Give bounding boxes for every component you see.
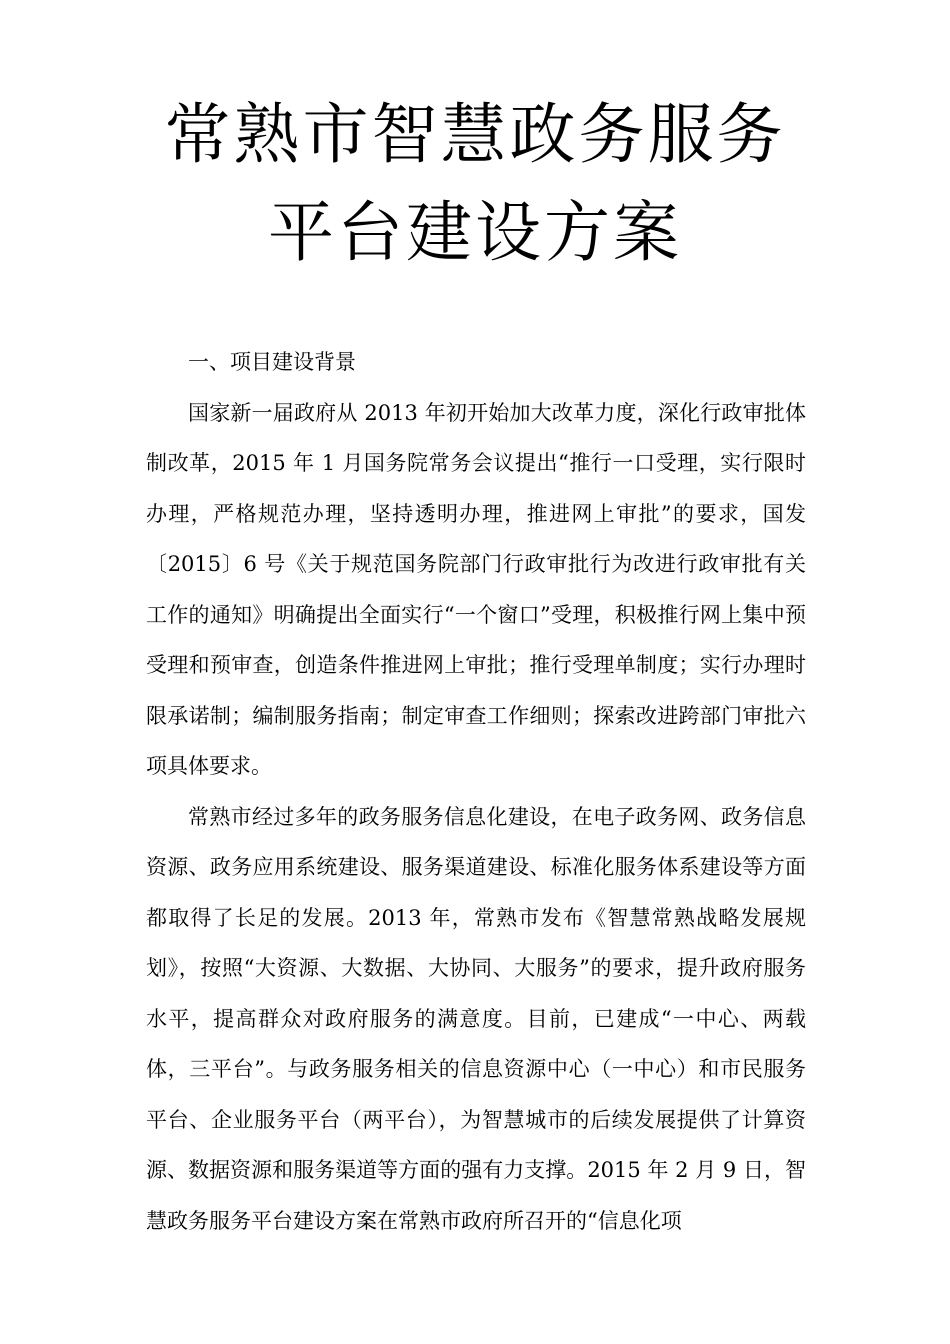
section-heading: 一、项目建设背景 [188,350,356,374]
document-title-line-2: 平台建设方案 [268,194,682,271]
paragraph-background-policy: 国家新一届政府从 2013 年初开始加大改革力度，深化行政审批体制改革，2015 年 1 月国务院常务会议提出“推行一口受理，实行限时办理，严格规范办理，坚持透明办理，推进网上审批”的要求，国发〔2015〕6 号《关于规范国务院部门行政审批行为改进行政审批有关工作的通知》明确提出全面实行“一个窗口”受理，积极推行网上集中预受理和预审查，创造条件推进网上审批；推行受理单制度；实行办理时限承诺制；编制服务指南；制定审查工作细则；探索改进跨部门审批六项具体要求。 [146,400,806,778]
paragraph-background-changshu: 常熟市经过多年的政务服务信息化建设，在电子政务网、政务信息资源、政务应用系统建设、服务渠道建设、标准化服务体系建设等方面都取得了长足的发展。2013 年，常熟市发布《智慧常熟战略发展规划》，按照“大资源、大数据、大协同、大服务”的要求，提升政府服务水平，提高群众对政府服务的满意度。目前，已建成“一中心、两载体，三平台”。与政务服务相关的信息资源中心（一中心）和市民服务平台、企业服务平台（两平台），为智慧城市的后续发展提供了计算资源、数据资源和服务渠道等方面的强有力支撑。2015 年 2 月 9 日，智慧政务服务平台建设方案在常熟市政府所召开的“信息化项 [146,804,806,1233]
document-body [146,337,806,1246]
document-title-line-1: 常熟市智慧政务服务 [164,96,786,173]
